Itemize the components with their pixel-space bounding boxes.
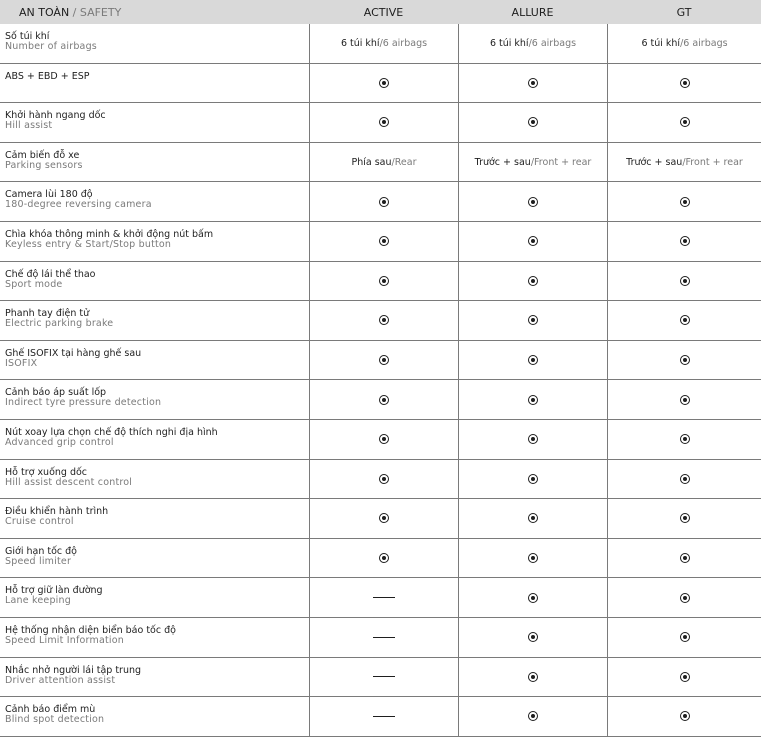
cell-allure <box>458 24 607 63</box>
table-row <box>0 182 761 222</box>
cell-value-sep: / <box>682 156 686 168</box>
included-icon <box>528 355 538 365</box>
included-icon <box>528 395 538 405</box>
cell-value-en: 6 airbags <box>531 37 577 49</box>
cell-gt <box>607 64 761 103</box>
cell-active <box>309 301 458 340</box>
feature-label <box>0 182 309 221</box>
table-row <box>0 380 761 420</box>
feature-name-vi: Số túi khí <box>5 31 50 42</box>
feature-label <box>0 143 309 182</box>
included-icon <box>528 474 538 484</box>
feature-label <box>0 578 309 617</box>
feature-label <box>0 24 309 63</box>
not-available-dash-icon <box>373 716 395 717</box>
cell-active <box>309 103 458 142</box>
feature-name-en: ISOFIX <box>5 357 38 369</box>
cell-active <box>309 341 458 380</box>
feature-label <box>0 222 309 261</box>
included-icon <box>528 117 538 127</box>
included-icon <box>528 672 538 682</box>
cell-value-en: 6 airbags <box>382 37 428 49</box>
cell-value-sep: / <box>391 156 395 168</box>
cell-value-sep: / <box>530 156 535 168</box>
cell-active <box>309 262 458 301</box>
feature-name-en: Parking sensors <box>5 159 83 171</box>
cell-gt <box>607 658 761 697</box>
cell-allure <box>458 618 607 657</box>
table-row <box>0 64 761 104</box>
cell-allure <box>458 539 607 578</box>
cell-gt <box>607 420 761 459</box>
column-header-allure: ALLURE <box>511 5 554 19</box>
cell-value-vi: Trước + sau <box>626 156 683 168</box>
feature-name-vi: Hỗ trợ giữ làn đường <box>5 585 103 597</box>
feature-name-vi: Nút xoay lựa chọn chế độ thích nghi địa hình <box>5 426 218 438</box>
cell-value-vi: 6 túi khí <box>489 37 529 49</box>
cell-value-vi: Phía sau <box>351 156 392 168</box>
cell-active <box>309 380 458 419</box>
feature-name-en: Sport mode <box>5 278 63 290</box>
cell-allure <box>458 658 607 697</box>
cell-gt <box>607 618 761 657</box>
included-icon <box>680 711 690 721</box>
feature-name-en: 180-degree reversing camera <box>5 199 152 211</box>
feature-name-en: Speed limiter <box>5 555 72 567</box>
cell-allure <box>458 262 607 301</box>
not-available-dash-icon <box>373 676 395 677</box>
cell-value-sep: / <box>379 37 383 49</box>
cell-gt <box>607 262 761 301</box>
included-icon <box>379 474 389 484</box>
not-available-dash-icon <box>373 597 395 598</box>
table-row <box>0 618 761 658</box>
included-icon <box>528 513 538 523</box>
feature-label <box>0 499 309 538</box>
feature-name-vi: ABS + EBD + ESP <box>5 70 90 82</box>
included-icon <box>528 78 538 88</box>
feature-name-vi: Hỗ trợ xuống dốc <box>5 466 88 478</box>
included-icon <box>379 434 389 444</box>
cell-gt <box>607 341 761 380</box>
cell-active <box>309 182 458 221</box>
cell-active <box>309 697 458 736</box>
feature-label <box>0 341 309 380</box>
cell-gt <box>607 143 761 182</box>
cell-active <box>309 64 458 103</box>
cell-allure <box>458 420 607 459</box>
feature-name-en: Cruise control <box>5 516 74 528</box>
included-icon <box>379 553 389 563</box>
section-title-en: SAFETY <box>79 5 122 19</box>
included-icon <box>379 197 389 207</box>
feature-name-en: Hill assist <box>5 120 53 132</box>
cell-active <box>309 618 458 657</box>
table-row <box>0 301 761 341</box>
table-row <box>0 658 761 698</box>
included-icon <box>528 236 538 246</box>
included-icon <box>528 315 538 325</box>
included-icon <box>379 276 389 286</box>
cell-active <box>309 420 458 459</box>
table-row <box>0 143 761 183</box>
included-icon <box>680 117 690 127</box>
cell-allure <box>458 578 607 617</box>
feature-name-vi: Chế độ lái thể thao <box>5 268 96 280</box>
table-row <box>0 420 761 460</box>
cell-gt <box>607 499 761 538</box>
cell-active <box>309 578 458 617</box>
included-icon <box>680 474 690 484</box>
feature-name-en: Number of airbags <box>5 41 97 52</box>
table-body <box>0 24 761 737</box>
table-row <box>0 460 761 500</box>
included-icon <box>680 315 690 325</box>
included-icon <box>680 593 690 603</box>
cell-value-en: Front + rear <box>685 156 743 168</box>
feature-name-vi: Nhắc nhở người lái tập trung <box>5 664 142 676</box>
cell-active <box>309 499 458 538</box>
feature-name-vi: Khởi hành ngang dốc <box>5 110 106 122</box>
included-icon <box>379 78 389 88</box>
cell-allure <box>458 143 607 182</box>
cell-gt <box>607 697 761 736</box>
cell-value-en: Front + rear <box>534 156 592 168</box>
cell-active <box>309 143 458 182</box>
feature-label <box>0 539 309 578</box>
cell-allure <box>458 103 607 142</box>
cell-active <box>309 24 458 63</box>
cell-allure <box>458 222 607 261</box>
cell-gt <box>607 380 761 419</box>
included-icon <box>680 355 690 365</box>
table-row <box>0 341 761 381</box>
included-icon <box>680 434 690 444</box>
cell-allure <box>458 697 607 736</box>
feature-label <box>0 64 309 103</box>
included-icon <box>379 513 389 523</box>
feature-label <box>0 262 309 301</box>
cell-active <box>309 460 458 499</box>
included-icon <box>528 632 538 642</box>
feature-name-en: Keyless entry & Start/Stop button <box>5 238 172 250</box>
cell-value-en: Rear <box>394 156 417 168</box>
included-icon <box>528 276 538 286</box>
feature-name-vi: Ghế ISOFIX tại hàng ghế sau <box>5 347 142 359</box>
feature-label <box>0 697 309 736</box>
cell-gt <box>607 539 761 578</box>
cell-value-sep: / <box>680 37 684 49</box>
included-icon <box>379 236 389 246</box>
included-icon <box>680 632 690 642</box>
included-icon <box>528 197 538 207</box>
feature-name-vi: Chìa khóa thông minh & khởi động nút bấm <box>5 228 214 240</box>
table-row <box>0 697 761 737</box>
feature-name-vi: Điều khiển hành trình <box>5 506 109 518</box>
cell-value-vi: 6 túi khí <box>641 37 681 49</box>
cell-allure <box>458 341 607 380</box>
table-row <box>0 262 761 302</box>
cell-allure <box>458 301 607 340</box>
cell-gt <box>607 460 761 499</box>
cell-gt <box>607 301 761 340</box>
cell-active <box>309 658 458 697</box>
feature-label <box>0 658 309 697</box>
table-row <box>0 539 761 579</box>
feature-label <box>0 380 309 419</box>
feature-name-en: Lane keeping <box>5 595 71 607</box>
included-icon <box>680 513 690 523</box>
section-title-sep: / <box>69 5 80 19</box>
included-icon <box>528 434 538 444</box>
included-icon <box>528 593 538 603</box>
cell-allure <box>458 64 607 103</box>
feature-label <box>0 420 309 459</box>
section-title <box>0 6 309 19</box>
cell-gt <box>607 578 761 617</box>
column-header-gt: GT <box>676 5 692 19</box>
cell-allure <box>458 182 607 221</box>
feature-name-en: Blind spot detection <box>5 714 105 726</box>
feature-name-en: Electric parking brake <box>5 318 114 330</box>
included-icon <box>680 672 690 682</box>
cell-gt <box>607 222 761 261</box>
table-row <box>0 499 761 539</box>
table-row <box>0 578 761 618</box>
included-icon <box>379 395 389 405</box>
feature-name-en: Indirect tyre pressure detection <box>5 397 162 409</box>
cell-gt <box>607 103 761 142</box>
table-row <box>0 103 761 143</box>
cell-allure <box>458 380 607 419</box>
cell-value-vi: Trước + sau <box>474 156 531 168</box>
cell-active <box>309 539 458 578</box>
cell-gt <box>607 182 761 221</box>
cell-allure <box>458 460 607 499</box>
included-icon <box>528 553 538 563</box>
feature-name-vi: Cảm biến đỗ xe <box>5 149 80 161</box>
included-icon <box>379 117 389 127</box>
cell-gt <box>607 24 761 63</box>
included-icon <box>379 315 389 325</box>
cell-value-en: 6 airbags <box>683 37 728 49</box>
included-icon <box>680 276 690 286</box>
feature-name-vi: Phanh tay điện tử <box>5 308 90 320</box>
included-icon <box>680 395 690 405</box>
feature-label <box>0 618 309 657</box>
cell-value-vi: 6 túi khí <box>340 37 380 49</box>
included-icon <box>528 711 538 721</box>
feature-name-en: Speed Limit Information <box>5 634 124 646</box>
section-title-vi: AN TOÀN <box>19 5 70 19</box>
included-icon <box>680 78 690 88</box>
included-icon <box>379 355 389 365</box>
feature-name-vi: Giới hạn tốc độ <box>5 545 77 557</box>
cell-allure <box>458 499 607 538</box>
feature-name-vi: Camera lùi 180 độ <box>5 189 93 201</box>
included-icon <box>680 553 690 563</box>
feature-label <box>0 460 309 499</box>
included-icon <box>680 236 690 246</box>
feature-name-vi: Cảnh báo điểm mù <box>5 704 96 716</box>
cell-value-sep: / <box>528 37 532 49</box>
cell-active <box>309 222 458 261</box>
not-available-dash-icon <box>373 637 395 638</box>
column-header-active: ACTIVE <box>363 5 404 19</box>
feature-name-vi: Hệ thống nhận diện biển báo tốc độ <box>5 624 176 636</box>
feature-name-en: Driver attention assist <box>5 674 116 686</box>
table-row <box>0 24 761 64</box>
included-icon <box>680 197 690 207</box>
table-header <box>0 0 761 24</box>
feature-name-en: Advanced grip control <box>5 436 114 448</box>
feature-label <box>0 103 309 142</box>
feature-name-vi: Cảnh báo áp suất lốp <box>5 387 107 399</box>
feature-label <box>0 301 309 340</box>
table-row <box>0 222 761 262</box>
feature-name-en: Hill assist descent control <box>5 476 133 488</box>
